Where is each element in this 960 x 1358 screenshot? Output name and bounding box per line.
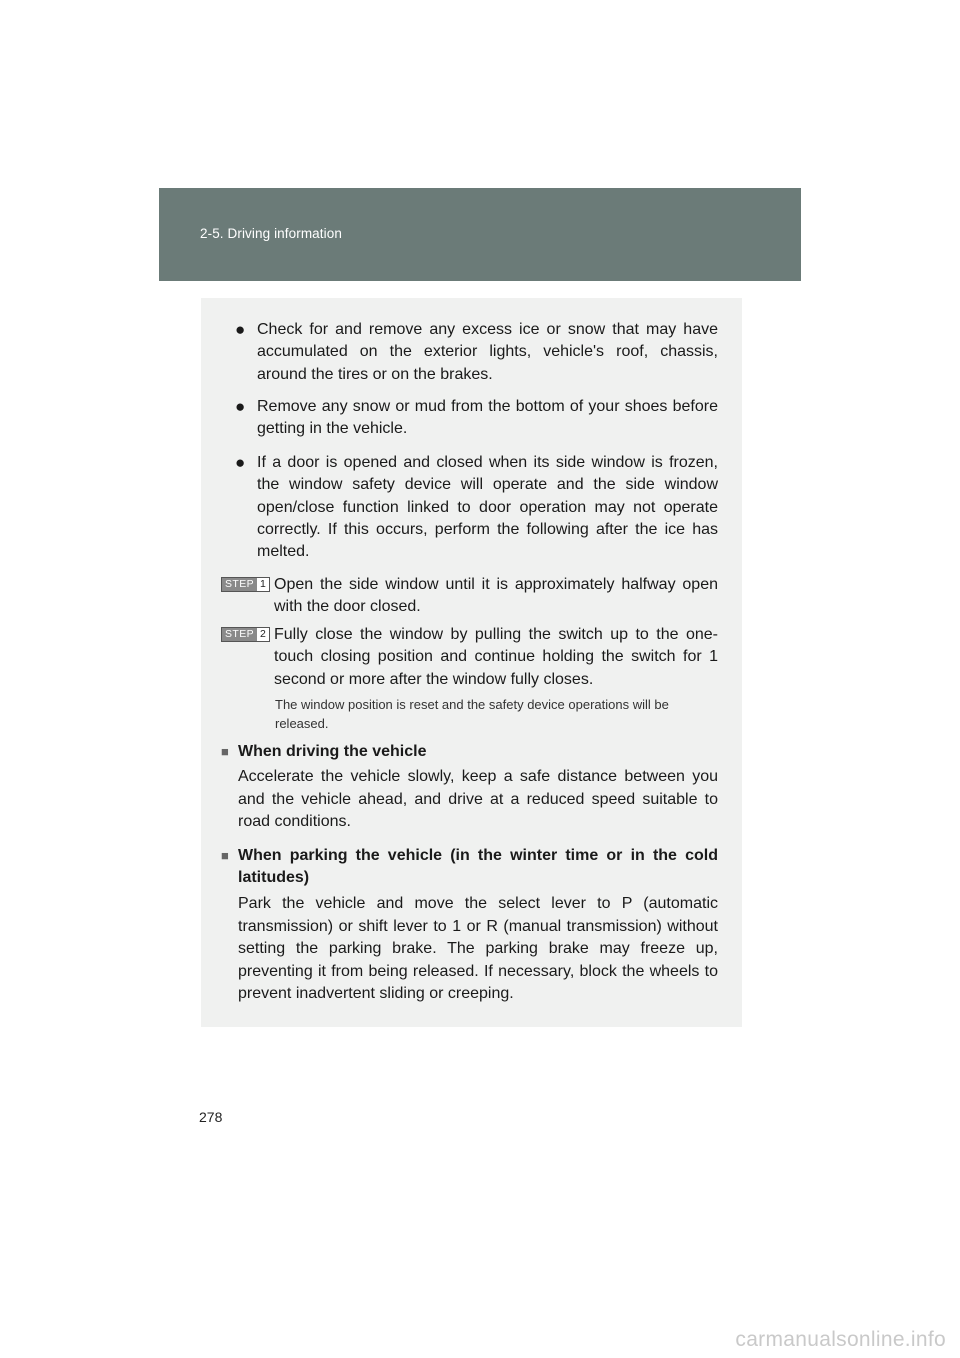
- bullet-item: [235, 452, 718, 563]
- section-header-band: [159, 188, 801, 281]
- step-text: Fully close the window by pulling the switch up to the one-touch closing position and continue holding the switch for 1 second or more after the window fully closes.: [274, 626, 718, 688]
- bullet-item: [235, 396, 718, 441]
- bullet-text: If a door is opened and closed when its side window is frozen, the window safety device will operate and the side window open/close function linked to door operation may not operate correctly. If this occurs, perform the following after the ice has melted.: [257, 454, 718, 561]
- bullet-dot-icon: ●: [235, 320, 246, 339]
- section-heading: [221, 741, 718, 763]
- section-title: 2-5. Driving information: [200, 226, 342, 241]
- step-note: The window position is reset and the safety device operations will be released.: [275, 697, 669, 731]
- step-1: [225, 574, 718, 619]
- section-heading-text: When parking the vehicle (in the winter time or in the cold latitudes): [238, 847, 718, 887]
- section-heading: [221, 845, 718, 890]
- step-badge: [221, 577, 270, 592]
- bullet-dot-icon: ●: [235, 453, 246, 472]
- page-number: 278: [199, 1109, 223, 1125]
- step-badge-label: STEP: [222, 578, 257, 591]
- section-body: Accelerate the vehicle slowly, keep a safe distance between you and the vehicle ahead, and drive at a reduced speed suitable to road conditions.: [238, 768, 718, 831]
- section-body: Park the vehicle and move the select lever to P (automatic transmission) or shift lever to 1 or R (manual transmission) without setting the parking brake. The parking brake may freeze up, preventing it from being released. If necessary, block the wheels to prevent inadvertent sliding or creeping.: [238, 895, 718, 1003]
- step-badge-number: 1: [260, 578, 266, 590]
- square-bullet-icon: ■: [221, 744, 229, 759]
- bullet-text: Remove any snow or mud from the bottom of your shoes before getting in the vehicle.: [257, 398, 718, 438]
- step-badge-label: STEP: [222, 628, 257, 641]
- step-badge: [221, 627, 270, 642]
- step-2: [225, 624, 718, 691]
- bullet-dot-icon: ●: [235, 397, 246, 416]
- step-badge-number: 2: [260, 628, 266, 640]
- section-heading-text: When driving the vehicle: [238, 743, 427, 760]
- bullet-item: [235, 319, 718, 386]
- watermark: carmanualsonline.info: [735, 1328, 946, 1351]
- bullet-text: Check for and remove any excess ice or snow that may have accumulated on the exterior lights, vehicle's roof, chassis, around the tires or on the brakes.: [257, 321, 718, 383]
- info-box: [201, 298, 742, 1027]
- square-bullet-icon: ■: [221, 848, 229, 863]
- step-text: Open the side window until it is approximately halfway open with the door closed.: [274, 576, 718, 616]
